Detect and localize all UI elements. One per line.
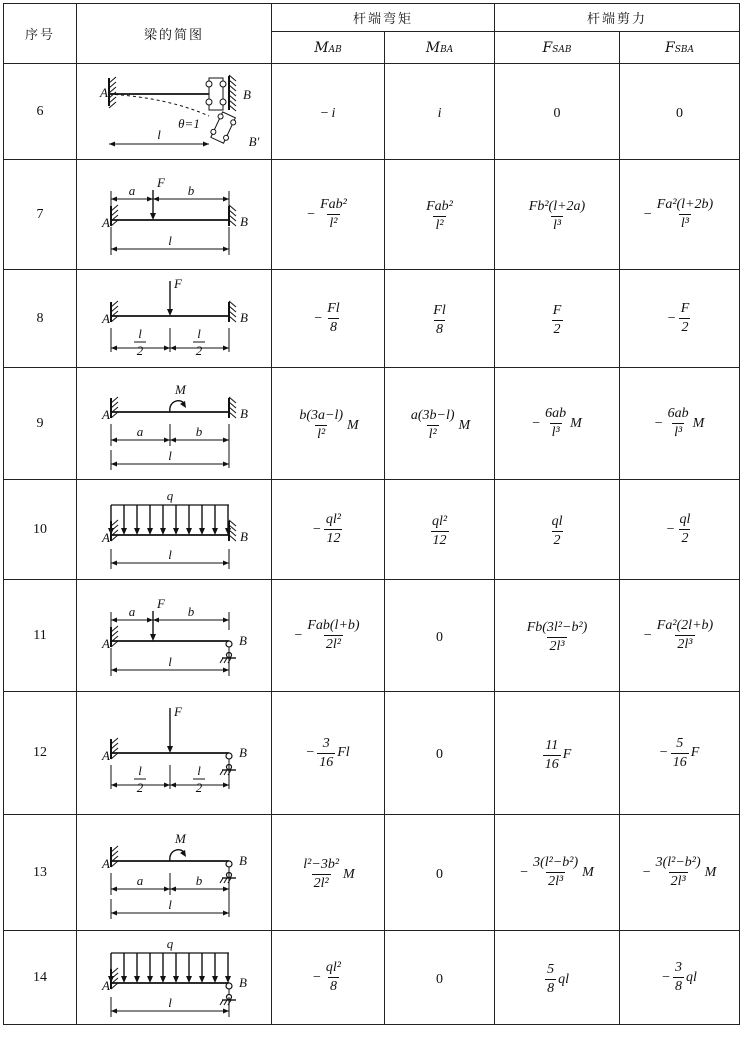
dim-a: a [136,872,144,888]
beam-diagram-cell [77,815,272,931]
cell-mab [272,160,385,270]
dim-b: b [187,182,195,198]
denominator: 16 [544,756,559,772]
formula [660,736,699,771]
label-B: B [240,405,248,421]
cell-fsab [495,815,620,931]
formula [551,303,564,338]
numerator: l²−3b² [303,857,340,872]
numerator: ql [551,514,563,529]
denominator: 2l³ [670,874,686,889]
header-fsab: FSAB [495,32,620,64]
factor: 0 [436,866,443,882]
dim-l-numerator: l [197,326,201,341]
cell-fsba [620,480,740,580]
numerator: Fab² [320,197,347,212]
numerator: ql² [325,512,341,527]
denominator: 8 [547,981,555,996]
label-B: B [240,528,248,544]
denominator: 12 [432,533,447,548]
fraction [654,855,703,890]
denominator: l² [317,427,326,442]
beam-diagram [79,271,269,366]
fraction [550,514,565,549]
cell-mba [385,580,495,692]
cell-fsab [495,160,620,270]
cell-mba [385,368,495,480]
numerator: Fab² [426,199,453,214]
formula [306,736,349,771]
fraction [297,408,345,443]
label-B: B [239,632,247,648]
cell-mba [385,931,495,1025]
sign: − [662,969,671,985]
denominator: l² [329,216,338,231]
factor: F [562,747,572,762]
fraction [424,199,455,234]
beam-diagram [79,64,269,159]
cell-fsba [620,270,740,368]
denominator: 2 [681,320,689,335]
numerator: a(3b−l) [410,408,455,423]
cell-fsab [495,580,620,692]
formula [668,301,691,336]
formula [436,867,443,883]
load-F: F [157,595,165,611]
sign: − [667,310,676,326]
table-row [4,64,740,160]
fraction [666,406,691,441]
beam-diagram-cell [77,270,272,368]
numerator: ql² [325,960,341,975]
cell-mab [272,692,385,815]
denominator: l² [428,427,437,442]
sign: − [313,521,321,537]
denominator: l³ [680,216,690,231]
row-index: 10 [4,480,77,580]
denominator: 8 [329,320,337,335]
row-index: 14 [4,931,77,1025]
formula [321,106,336,122]
cell-mab [272,64,385,160]
dim-a: a [136,423,144,439]
fraction [409,408,457,443]
dim-l: l [168,232,172,248]
beam-diagram-cell [77,931,272,1025]
denominator: 2l³ [549,639,565,654]
dim-l-denominator: 2 [136,343,144,358]
dim-l: l [168,546,172,562]
formula [655,406,705,441]
dim-b: b [187,603,195,619]
cell-mba [385,160,495,270]
row-index: 9 [4,368,77,480]
sign: − [532,415,541,431]
denominator: 16 [319,754,334,770]
factor: 0 [436,629,443,645]
row-index: 12 [4,692,77,815]
cell-mab [272,480,385,580]
formula [424,199,455,234]
cell-mba [385,270,495,368]
formula [644,618,715,653]
dim-b: b [195,872,203,888]
factor: F [690,745,700,760]
header-diagram: 梁的简图 [77,4,272,64]
beam-diagram [79,372,269,476]
sign: − [643,206,652,222]
factor: M [570,415,582,431]
load-F: F [157,174,165,190]
label-A: A [100,85,108,100]
factor: M [582,864,594,880]
fraction [679,301,692,336]
formula [662,960,697,995]
fraction [551,303,564,338]
label-A: A [102,311,110,326]
numerator: Fb²(l+2a) [528,199,586,214]
numerator: 3(l²−b²) [655,855,701,870]
denominator: 2l³ [548,874,564,889]
beam-diagram-cell [77,64,272,160]
numerator: 3 [675,960,683,975]
formula [430,514,449,549]
cell-fsba [620,368,740,480]
sign: − [294,627,303,643]
cell-fsab [495,270,620,368]
formula [431,303,447,338]
fraction [673,960,684,995]
dim-l: l [168,994,172,1010]
factor: ql [686,969,697,985]
denominator: 2 [553,322,561,337]
header-end-shear: 杆端剪力 [495,4,740,32]
cell-fsab [495,64,620,160]
denominator: 2l² [313,876,329,891]
formula [301,857,354,892]
beam-diagram [79,933,269,1023]
fraction [655,618,715,653]
formula [550,514,565,549]
header-mab: MAB [272,32,385,64]
dim-l: l [157,127,161,142]
formula [409,408,470,443]
sign: − [314,310,323,326]
sign: − [643,627,652,643]
numerator: Fb(3l²−b²) [526,620,588,635]
formula [667,512,693,547]
cell-fsba [620,64,740,160]
load-F: F [174,704,182,719]
fraction [678,512,693,547]
numerator: 5 [547,962,555,977]
sign: − [659,745,668,760]
formula [554,106,561,122]
factor: 0 [436,747,443,762]
label-A: A [102,635,110,651]
factor: M [692,415,705,431]
factor: 0 [676,105,684,121]
dim-l-numerator: l [197,763,201,778]
fraction [655,197,715,232]
formula [436,630,443,646]
fraction [543,406,568,441]
load-q: q [166,487,174,503]
table-row [4,270,740,368]
beam-diagram-cell [77,160,272,270]
dim-l: l [168,447,172,463]
numerator: F [552,303,562,318]
factor: M [458,417,471,433]
label-B: B [240,310,248,325]
label-A: A [102,855,110,871]
formula [543,738,572,773]
factor: M [704,864,717,880]
row-index: 8 [4,270,77,368]
header-index: 序号 [4,4,77,64]
table-row [4,480,740,580]
row-index: 13 [4,815,77,931]
sign: − [654,415,663,431]
factor: ql [558,971,569,987]
fraction [324,960,343,995]
dim-l: l [168,896,172,912]
beam-diagram [79,821,269,925]
label-theta: θ=1 [178,116,200,131]
formula [438,106,442,122]
factor: i [437,105,442,121]
formula [436,747,443,763]
numerator: Fab(l+b) [307,618,360,633]
beam-diagram-cell [77,368,272,480]
label-A: A [102,214,110,230]
formula [532,406,582,441]
dim-l-denominator: 2 [195,343,203,358]
beam-diagram [79,586,269,686]
denominator: 2l³ [677,637,693,652]
denominator: 8 [675,979,683,994]
row-index: 7 [4,160,77,270]
sign: − [642,864,651,880]
cell-mab [272,368,385,480]
numerator: 11 [545,737,559,753]
numerator: Fa²(2l+b) [656,618,714,633]
cell-fsba [620,815,740,931]
formula [297,408,358,443]
beam-diagram [79,485,269,575]
header-end-moment: 杆端弯矩 [272,4,495,32]
fraction [325,301,341,336]
sign: − [520,864,529,880]
beam-diagram [79,703,269,803]
formula [644,197,715,232]
formula [314,301,341,336]
label-B: B [240,213,248,229]
header-fsba: FSBA [620,32,740,64]
dim-l-denominator: 2 [136,780,144,795]
cell-fsba [620,931,740,1025]
label-A: A [102,529,110,545]
cell-fsba [620,692,740,815]
denominator: l³ [552,218,562,233]
cell-mab [272,815,385,931]
denominator: l³ [551,425,560,440]
table-row [4,692,740,815]
table-row [4,368,740,480]
dim-l-numerator: l [138,763,142,778]
fraction [324,512,343,547]
dim-l: l [168,653,172,669]
row-index: 6 [4,64,77,160]
beam-diagram [79,165,269,265]
beam-diagram-cell [77,692,272,815]
fraction [531,855,580,890]
fraction [525,620,590,655]
denominator: 16 [672,754,687,770]
load-M: M [175,830,186,846]
factor: M [347,417,359,433]
formula [676,106,683,122]
label-B-prime: B′ [248,134,260,149]
cell-mab [272,270,385,368]
label-B: B [239,852,247,868]
label-B: B [239,745,247,760]
numerator: 6ab [667,406,689,421]
formula [520,855,594,890]
cell-mba [385,64,495,160]
load-M: M [175,381,186,397]
dim-l-numerator: l [138,326,142,341]
numerator: 3(l²−b²) [533,855,579,870]
label-B: B [239,974,247,990]
label-B: B [243,87,251,102]
table-row [4,815,740,931]
cell-fsba [620,160,740,270]
load-q: q [166,935,174,951]
numerator: Fa²(l+2b) [656,197,714,212]
sign: − [306,745,315,760]
formula [436,972,443,988]
denominator: 2l² [325,637,341,652]
denominator: l³ [674,425,683,440]
formula [313,960,343,995]
dim-a: a [128,182,136,198]
factor: Fl [337,745,350,760]
dim-b: b [195,423,203,439]
sign: − [313,969,321,985]
beam-diagram-cell [77,580,272,692]
cell-fsab [495,368,620,480]
fraction [527,199,587,234]
cell-fsab [495,931,620,1025]
fraction [543,738,561,773]
numerator: ql² [431,514,448,529]
label-A: A [102,748,110,763]
numerator: Fl [433,303,446,318]
label-A: A [102,406,110,422]
denominator: 2 [553,533,561,548]
header-mba: MBA [385,32,495,64]
formula [525,620,590,655]
cell-mab [272,580,385,692]
fraction [317,736,335,771]
table-row [4,580,740,692]
sign: − [320,105,329,121]
cell-fsab [495,480,620,580]
denominator: 12 [326,531,341,546]
denominator: 2 [681,531,689,546]
numerator: Fl [327,301,340,316]
formula [294,618,361,653]
fraction [430,514,449,549]
cell-fsab [495,692,620,815]
beam-end-forces-table [3,3,740,1025]
formula [313,512,343,547]
numerator: 3 [322,735,330,751]
dim-a: a [128,603,136,619]
fraction [431,303,447,338]
formula [545,962,569,997]
denominator: 8 [436,322,443,337]
numerator: ql [679,512,691,527]
numerator: F [680,301,690,316]
numerator: 6ab [545,406,567,421]
factor: M [343,866,355,882]
table-row [4,160,740,270]
denominator: l² [435,218,444,233]
table-row [4,931,740,1025]
formula [527,199,587,234]
label-A: A [102,977,110,993]
cell-mba [385,692,495,815]
sign: − [307,206,316,222]
factor: 0 [436,971,443,987]
row-index: 11 [4,580,77,692]
formula [307,197,349,232]
fraction [305,618,361,653]
cell-fsba [620,580,740,692]
factor: 0 [553,105,561,121]
load-F: F [174,276,182,291]
fraction [318,197,349,232]
fraction [301,857,341,892]
dim-l-denominator: 2 [195,780,203,795]
cell-mba [385,815,495,931]
cell-mab [272,931,385,1025]
beam-diagram-cell [77,480,272,580]
sign: − [666,521,675,537]
numerator: b(3a−l) [299,408,343,423]
factor: i [331,105,336,121]
fraction [671,736,689,771]
formula [643,855,717,890]
cell-mba [385,480,495,580]
denominator: 8 [329,979,337,994]
fraction [545,962,556,997]
numerator: 5 [676,735,684,751]
